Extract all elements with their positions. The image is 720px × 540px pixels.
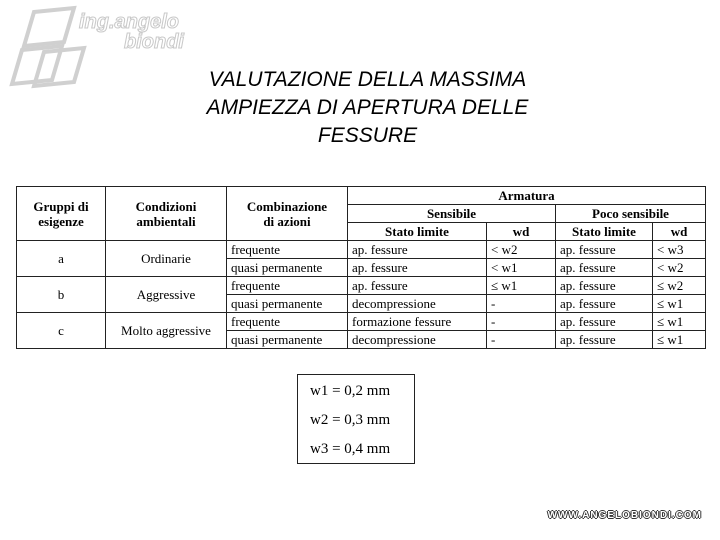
crack-width-table xyxy=(16,186,706,349)
stato-s-cell: formazione fessure xyxy=(348,313,487,331)
stato-p-cell: ap. fessure xyxy=(556,295,653,313)
table-row xyxy=(17,241,706,259)
combinazione-cell: quasi permanente xyxy=(227,331,348,349)
logo-text-2: biondi xyxy=(124,31,184,53)
gruppo-cell: c xyxy=(17,313,106,349)
wd-s-cell: - xyxy=(487,313,556,331)
combinazione-cell: quasi permanente xyxy=(227,295,348,313)
gruppo-cell: a xyxy=(17,241,106,277)
stato-s-cell: ap. fessure xyxy=(348,241,487,259)
legend-w2: w2 = 0,3 mm xyxy=(310,412,391,428)
website-footer: WWW.ANGELOBIONDI.COM xyxy=(547,510,702,521)
stato-p-cell: ap. fessure xyxy=(556,259,653,277)
combinazione-cell: frequente xyxy=(227,313,348,331)
condizioni-cell: Ordinarie xyxy=(106,241,227,277)
wd-s-cell: < w2 xyxy=(487,241,556,259)
condizioni-cell: Molto aggressive xyxy=(106,313,227,349)
wd-p-cell: < w2 xyxy=(653,259,706,277)
wd-p-cell: ≤ w1 xyxy=(653,313,706,331)
legend-w1: w1 = 0,2 mm xyxy=(310,383,391,399)
combinazione-cell: frequente xyxy=(227,277,348,295)
header-sensibile: Sensibile xyxy=(348,205,556,223)
stato-p-cell: ap. fessure xyxy=(556,241,653,259)
wd-s-cell: ≤ w1 xyxy=(487,277,556,295)
condizioni-cell: Aggressive xyxy=(106,277,227,313)
stato-s-cell: decompressione xyxy=(348,331,487,349)
legend-w3: w3 = 0,4 mm xyxy=(310,441,391,457)
gruppo-cell: b xyxy=(17,277,106,313)
header-wd-p: wd xyxy=(653,223,706,241)
title-line-3: FESSURE xyxy=(317,124,418,147)
legend-box xyxy=(297,374,415,464)
stato-s-cell: ap. fessure xyxy=(348,277,487,295)
page-title xyxy=(130,66,605,150)
logo-text-1: ing.angelo xyxy=(79,11,179,33)
header-poco-sensibile: Poco sensibile xyxy=(556,205,706,223)
stato-p-cell: ap. fessure xyxy=(556,313,653,331)
combinazione-cell: quasi permanente xyxy=(227,259,348,277)
wd-s-cell: < w1 xyxy=(487,259,556,277)
wd-p-cell: ≤ w1 xyxy=(653,295,706,313)
title-line-1: VALUTAZIONE DELLA MASSIMA xyxy=(208,68,527,91)
header-armatura: Armatura xyxy=(348,187,706,205)
header-gruppi: Gruppi di esigenze xyxy=(17,187,106,241)
table-row xyxy=(17,313,706,331)
wd-s-cell: - xyxy=(487,295,556,313)
title-line-2: AMPIEZZA DI APERTURA DELLE xyxy=(206,96,529,119)
table-row xyxy=(17,277,706,295)
wd-p-cell: ≤ w2 xyxy=(653,277,706,295)
stato-s-cell: ap. fessure xyxy=(348,259,487,277)
header-wd-s: wd xyxy=(487,223,556,241)
header-combinazione: Combinazione di azioni xyxy=(227,187,348,241)
stato-p-cell: ap. fessure xyxy=(556,277,653,295)
stato-s-cell: decompressione xyxy=(348,295,487,313)
header-stato-limite-s: Stato limite xyxy=(348,223,487,241)
header-condizioni: Condizioni ambientali xyxy=(106,187,227,241)
wd-p-cell: < w3 xyxy=(653,241,706,259)
stato-p-cell: ap. fessure xyxy=(556,331,653,349)
wd-s-cell: - xyxy=(487,331,556,349)
combinazione-cell: frequente xyxy=(227,241,348,259)
header-stato-limite-p: Stato limite xyxy=(556,223,653,241)
wd-p-cell: ≤ w1 xyxy=(653,331,706,349)
